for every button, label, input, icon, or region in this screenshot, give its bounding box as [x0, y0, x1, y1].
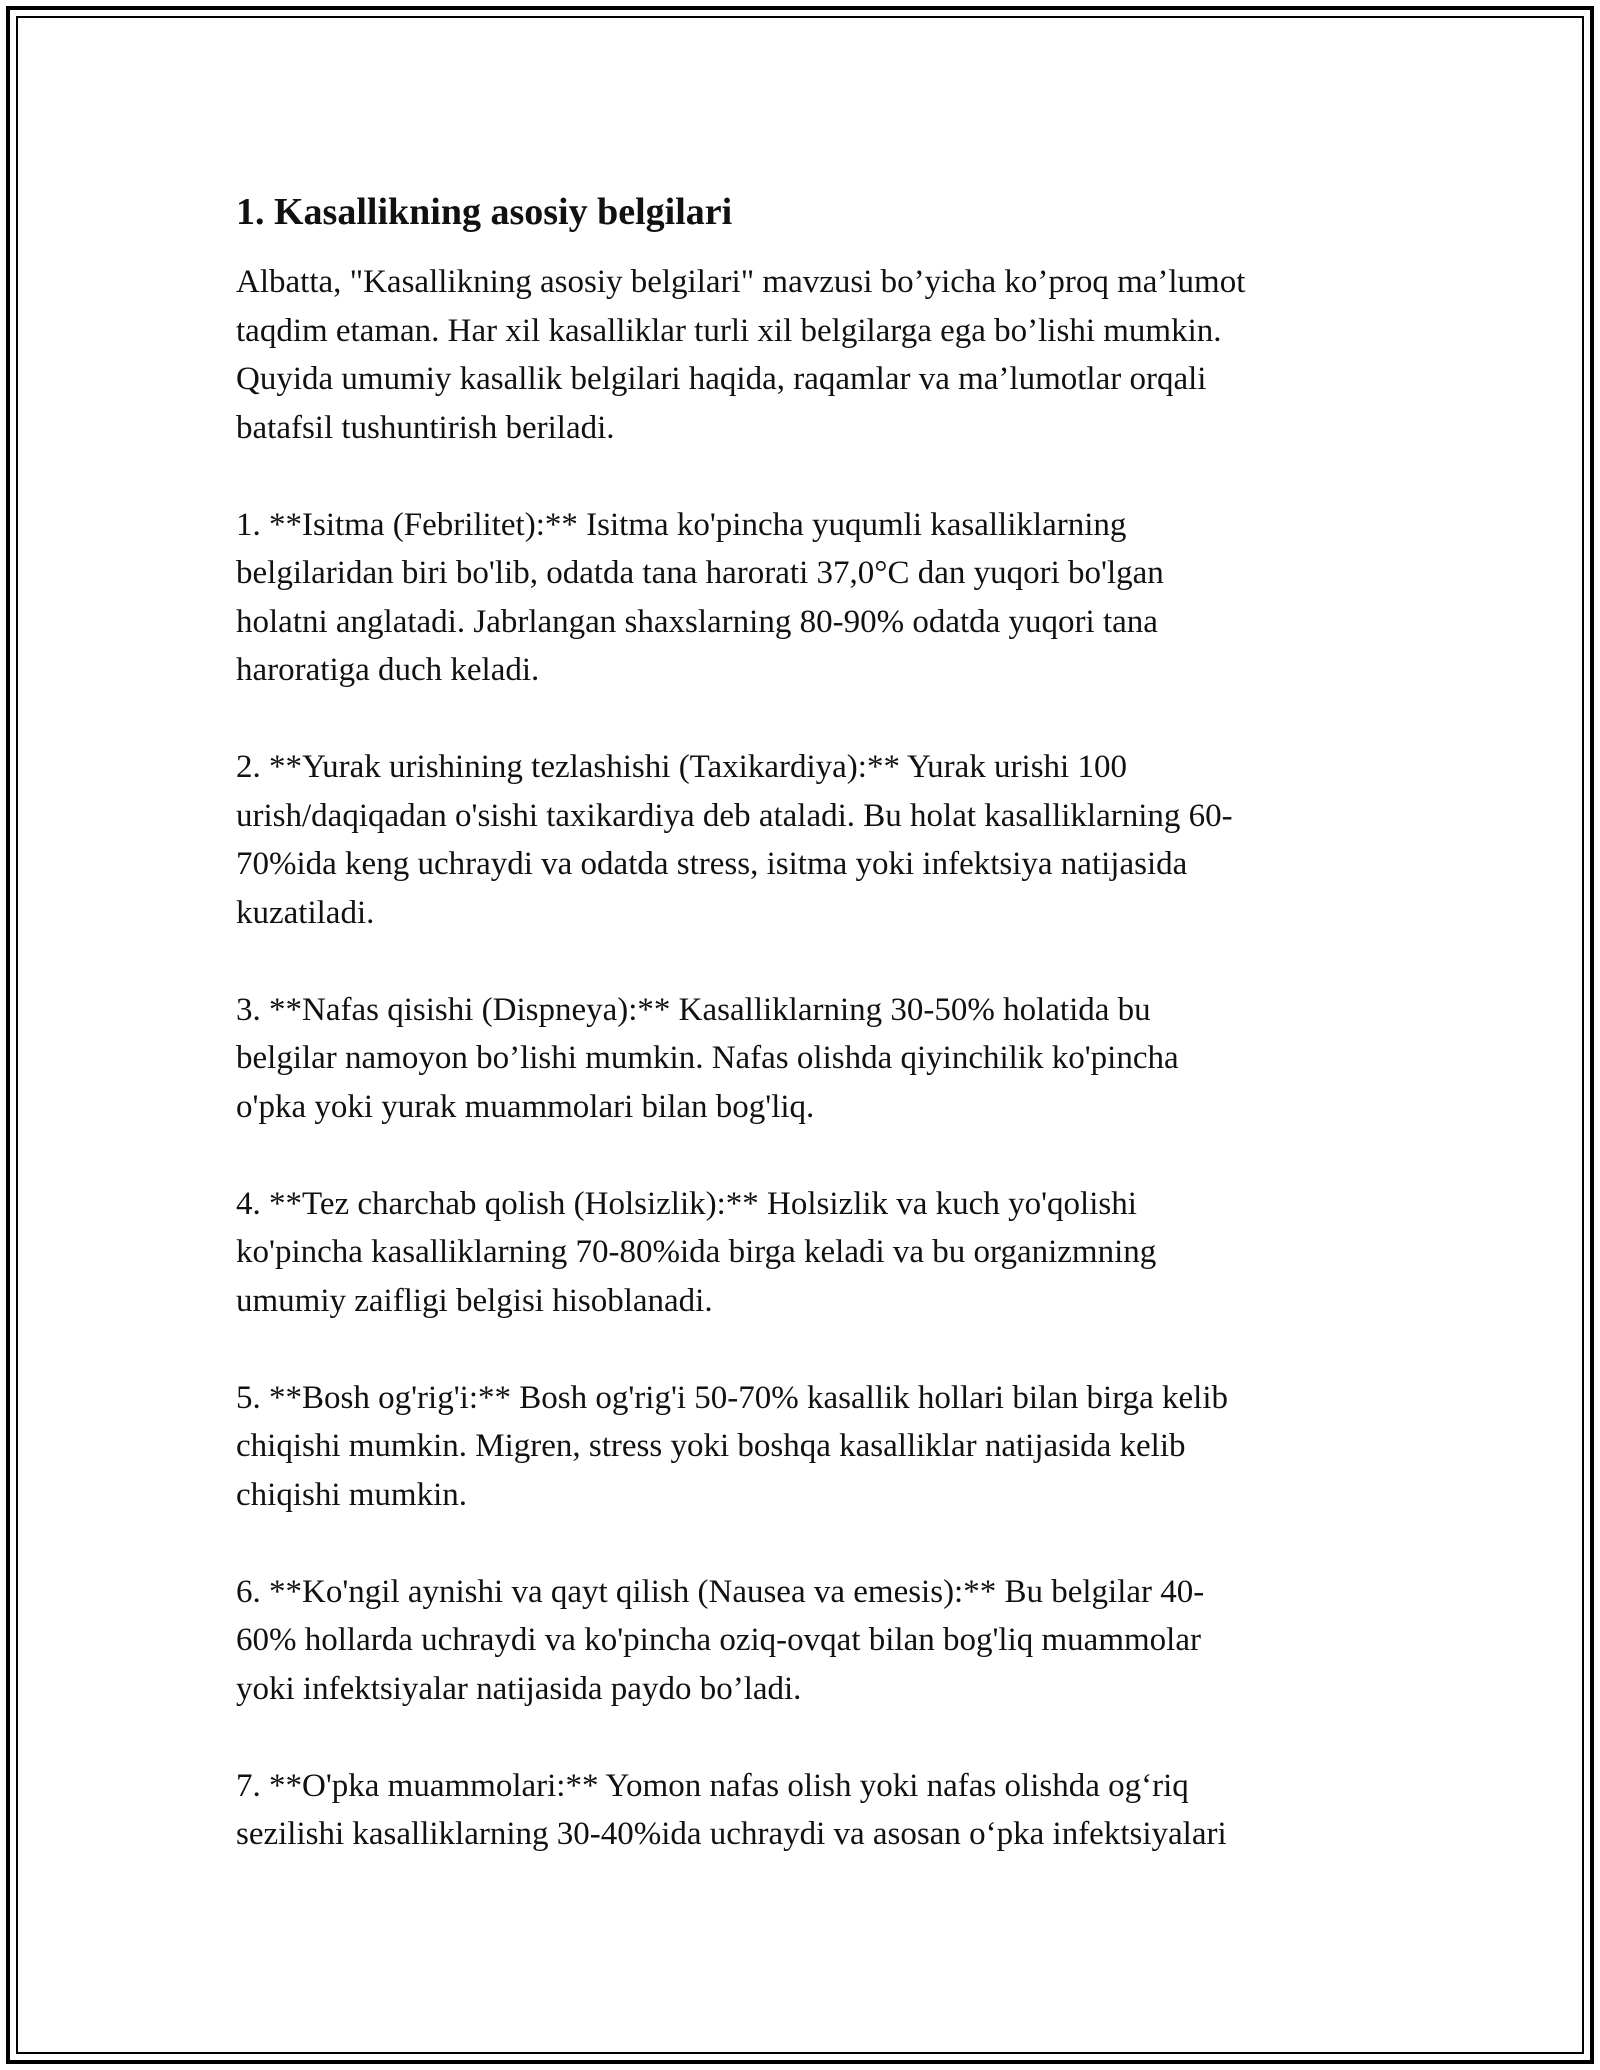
- text-line: haroratiga duch keladi.: [236, 652, 540, 688]
- symptom-paragraph-fatigue: [236, 1180, 1366, 1326]
- text-line: sezilishi kasalliklarning 30-40%ida uchraydi va asosan o‘pka infektsiyalari: [236, 1816, 1227, 1852]
- text-line: chiqishi mumkin. Migren, stress yoki boshqa kasalliklar natijasida kelib: [236, 1428, 1186, 1464]
- text-line: belgilar namoyon bo’lishi mumkin. Nafas olishda qiyinchilik ko'pincha: [236, 1040, 1179, 1076]
- text-line: o'pka yoki yurak muammolari bilan bog'liq.: [236, 1088, 815, 1125]
- text-line: urish/daqiqadan o'sishi taxikardiya deb ataladi. Bu holat kasalliklarning 60-: [236, 797, 1233, 834]
- text-line: batafsil tushuntirish beriladi.: [236, 409, 615, 446]
- intro-paragraph: [236, 258, 1366, 452]
- text-line: 4. **Tez charchab qolish (Holsizlik):** Holsizlik va kuch yo'qolishi: [236, 1185, 1137, 1222]
- text-line: 5. **Bosh og'rig'i:** Bosh og'rig'i 50-70% kasallik hollari bilan birga kelib: [236, 1379, 1228, 1416]
- text-line: 7. **O'pka muammolari:** Yomon nafas olish yoki nafas olishda og‘riq: [236, 1767, 1189, 1804]
- text-line: belgilaridan biri bo'lib, odatda tana harorati 37,0°C dan yuqori bo'lgan: [236, 555, 1164, 591]
- symptom-paragraph-tachycardia: [236, 743, 1366, 937]
- symptom-paragraph-lung: [236, 1762, 1366, 1859]
- text-line: kuzatiladi.: [236, 894, 375, 931]
- symptom-paragraph-headache: [236, 1374, 1366, 1520]
- symptom-paragraph-fever: [236, 501, 1366, 695]
- text-line: taqdim etaman. Har xil kasalliklar turli xil belgilarga ega bo’lishi mumkin.: [236, 312, 1222, 349]
- text-line: 2. **Yurak urishining tezlashishi (Taxikardiya):** Yurak urishi 100: [236, 749, 1127, 785]
- document-body: [236, 186, 1366, 1907]
- text-line: umumiy zaifligi belgisi hisoblanadi.: [236, 1282, 713, 1319]
- text-line: ko'pincha kasalliklarning 70-80%ida birga keladi va bu organizmning: [236, 1234, 1157, 1270]
- text-line: 1. **Isitma (Febrilitet):** Isitma ko'pincha yuqumli kasalliklarning: [236, 506, 1127, 543]
- symptom-paragraph-nausea: [236, 1568, 1366, 1714]
- symptom-paragraph-dyspnea: [236, 986, 1366, 1132]
- text-line: 60% hollarda uchraydi va ko'pincha oziq-ovqat bilan bog'liq muammolar: [236, 1622, 1201, 1658]
- text-line: 6. **Ko'ngil aynishi va qayt qilish (Nausea va emesis):** Bu belgilar 40-: [236, 1573, 1205, 1610]
- text-line: Albatta, "Kasallikning asosiy belgilari" mavzusi bo’yicha ko’proq ma’lumot: [236, 264, 1246, 300]
- text-line: yoki infektsiyalar natijasida paydo bo’ladi.: [236, 1670, 802, 1707]
- text-line: Quyida umumiy kasallik belgilari haqida, raqamlar va ma’lumotlar orqali: [236, 361, 1207, 397]
- text-line: 3. **Nafas qisishi (Dispneya):** Kasalliklarning 30-50% holatida bu: [236, 991, 1151, 1028]
- text-line: holatni anglatadi. Jabrlangan shaxslarning 80-90% odatda yuqori tana: [236, 603, 1158, 640]
- text-line: 70%ida keng uchraydi va odatda stress, isitma yoki infektsiya natijasida: [236, 846, 1188, 882]
- section-heading: 1. Kasallikning asosiy belgilari: [236, 191, 733, 233]
- text-line: chiqishi mumkin.: [236, 1476, 467, 1513]
